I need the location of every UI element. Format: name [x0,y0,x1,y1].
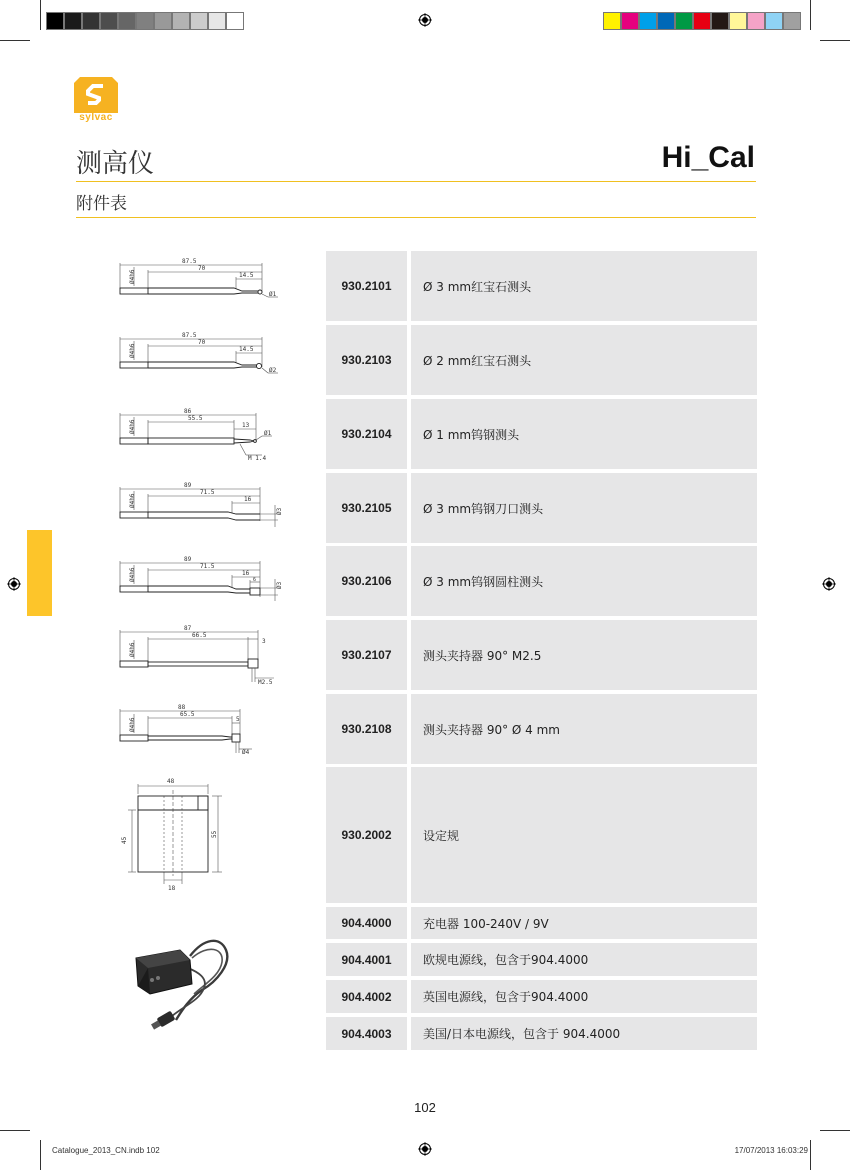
color-swatch [657,12,675,30]
crop-mark [820,1130,850,1131]
footer-file-info: Catalogue_2013_CN.indb 102 [52,1146,160,1155]
setting-gauge-drawing-930-2002 [112,772,242,894]
item-code: 904.4002 [326,980,407,1013]
color-swatch [226,12,244,30]
item-description: 欧规电源线，包含于904.4000 [411,943,757,976]
item-description: Ø 3 mm钨钢刀口测头 [411,473,757,543]
brand-name: sylvac [79,112,113,123]
color-swatch [747,12,765,30]
dim-mid: 71.5 [200,489,215,496]
color-swatch [765,12,783,30]
item-code: 930.2002 [326,767,407,903]
dim-tip: 14.5 [239,346,254,353]
dim-total: 89 [184,556,192,563]
item-description: 测头夹持器 90° Ø 4 mm [411,694,757,764]
dim-mid: 65.5 [180,711,195,718]
dim-total: 86 [184,408,192,415]
crop-mark [40,0,41,30]
item-code: 904.4000 [326,907,407,939]
dim-tip: 16 [242,570,250,577]
dim-tip: 5 [236,716,240,723]
color-swatch [136,12,154,30]
dim-total: 88 [178,704,186,711]
dim-tip-dia: Ø1 [264,430,272,437]
dim-diameter: Ø4h6 [129,642,136,657]
registration-mark-icon [822,577,836,591]
dim-total: 87 [184,625,192,632]
dim-diameter: Ø4h6 [129,493,136,508]
dim-width: 48 [167,778,175,785]
color-swatch [783,12,801,30]
probe-drawing-930-2101 [112,253,292,313]
footer-timestamp: 17/07/2013 16:03:29 [734,1146,808,1155]
item-description: 美国/日本电源线，包含于 904.4000 [411,1017,757,1050]
dim-total: 87.5 [182,332,197,339]
dim-mid: 71.5 [200,563,215,570]
gray-swatch-strip [46,12,244,30]
dim-height: 55 [211,830,218,838]
crop-mark [0,1130,30,1131]
dim-tip-dia: Ø3 [276,507,283,515]
dim-diameter: Ø4h6 [129,269,136,284]
color-swatch [100,12,118,30]
item-description: Ø 1 mm钨钢测头 [411,399,757,469]
dim-diameter: Ø4h6 [129,343,136,358]
probe-drawing-930-2104 [112,403,292,463]
subtitle-rule [76,217,756,218]
chapter-tab [27,530,52,616]
dim-tip-dia: Ø4 [242,749,250,756]
item-code: 930.2108 [326,694,407,764]
probe-drawing-930-2106 [112,551,292,611]
page-title-cn: 测高仪 [76,149,155,179]
item-description: Ø 2 mm红宝石测头 [411,325,757,395]
probe-drawing-930-2105 [112,477,292,537]
dim-mid: 55.5 [188,415,203,422]
dim-mid: 70 [198,265,206,272]
dim-mid: 66.5 [192,632,207,639]
crop-mark [820,40,850,41]
dim-tip-dia: Ø3 [276,581,283,589]
color-swatch [154,12,172,30]
item-description: 测头夹持器 90° M2.5 [411,620,757,690]
item-code: 930.2101 [326,251,407,321]
dim-diameter: Ø4h6 [129,717,136,732]
item-code: 930.2105 [326,473,407,543]
dim-tip: 14.5 [239,272,254,279]
color-swatch [172,12,190,30]
item-description: Ø 3 mm钨钢圆柱测头 [411,546,757,616]
dim-bore: 18 [168,885,176,892]
color-swatch [639,12,657,30]
crop-mark [0,40,30,41]
registration-mark-icon [418,1142,432,1156]
dim-thread: M2.5 [258,679,273,686]
registration-mark-icon [7,577,21,591]
color-swatch [675,12,693,30]
dim-tip: 3 [262,638,266,645]
page-title-en: Hi_Cal [661,141,755,174]
dim-inner-height: 45 [121,836,128,844]
charger-image [128,928,238,1038]
color-swatch [603,12,621,30]
color-swatch [711,12,729,30]
crop-mark [810,1140,811,1170]
item-code: 930.2104 [326,399,407,469]
color-swatch [118,12,136,30]
dim-tip: 13 [242,422,250,429]
crop-mark [810,0,811,30]
color-swatch [693,12,711,30]
probe-drawing-930-2103 [112,327,292,387]
item-description: 设定规 [411,767,757,903]
color-swatch [190,12,208,30]
page-number: 102 [414,1100,436,1115]
dim-diameter: Ø4h6 [129,419,136,434]
title-rule [76,181,756,182]
item-description: Ø 3 mm红宝石测头 [411,251,757,321]
dim-total: 89 [184,482,192,489]
item-code: 930.2103 [326,325,407,395]
crop-mark [40,1140,41,1170]
item-code: 930.2107 [326,620,407,690]
dim-thread: M 1.4 [248,455,267,462]
color-swatch [621,12,639,30]
dim-tip: 16 [244,496,252,503]
color-swatch [208,12,226,30]
dim-small: 6 [253,577,257,583]
item-code: 904.4003 [326,1017,407,1050]
color-swatch [82,12,100,30]
dim-diameter: Ø4h6 [129,567,136,582]
item-description: 英国电源线，包含于904.4000 [411,980,757,1013]
color-swatch [64,12,82,30]
color-swatch [46,12,64,30]
item-description: 充电器 100-240V / 9V [411,907,757,939]
dim-mid: 70 [198,339,206,346]
registration-mark-icon [418,13,432,27]
holder-drawing-930-2107 [112,624,292,688]
item-code: 904.4001 [326,943,407,976]
holder-drawing-930-2108 [112,701,292,761]
dim-tip-dia: Ø1 [269,291,277,298]
color-swatch-strip [603,12,801,30]
color-swatch [729,12,747,30]
dim-total: 87.5 [182,258,197,265]
section-subtitle: 附件表 [76,194,127,214]
dim-tip-dia: Ø2 [269,367,277,374]
sylvac-logo-icon [74,77,118,113]
item-code: 930.2106 [326,546,407,616]
